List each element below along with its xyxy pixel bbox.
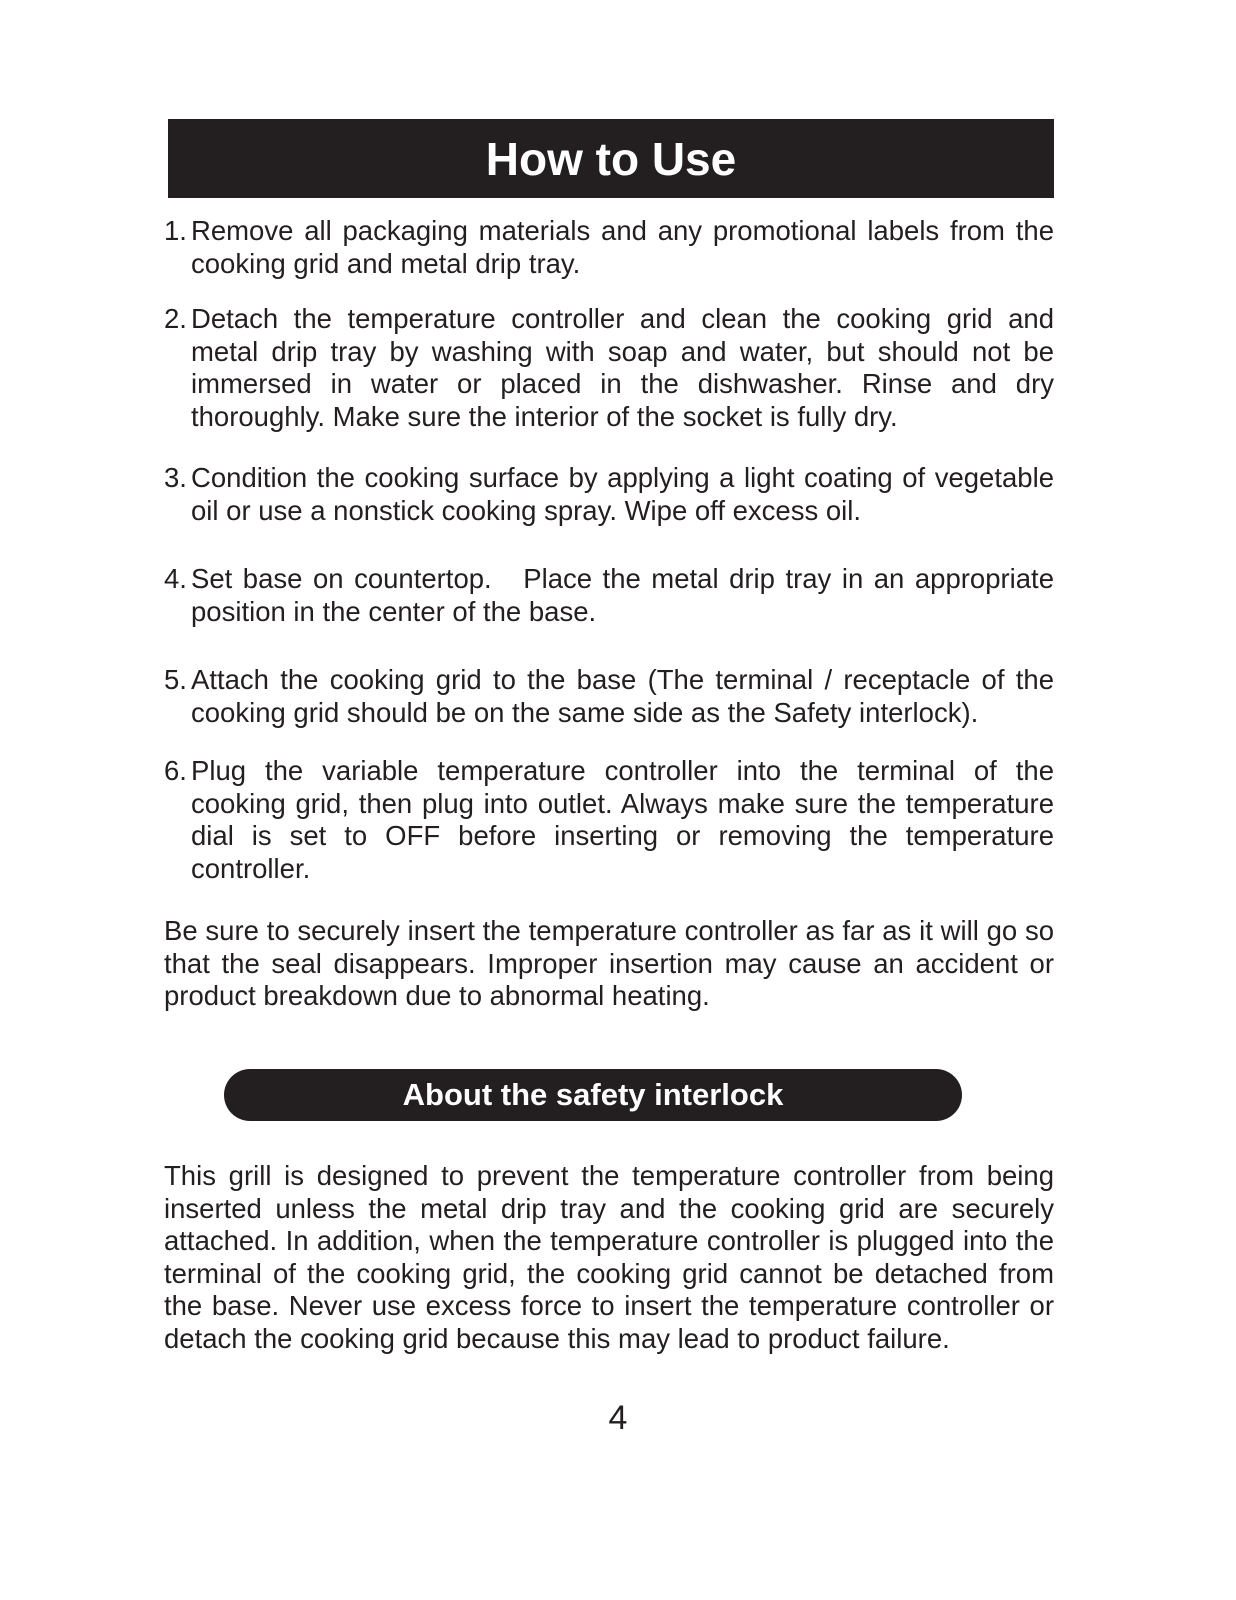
page-title: How to Use — [485, 132, 737, 185]
page-number: 4 — [608, 1399, 628, 1437]
step-text: Detach the temperature controller and clean the cooking grid and metal drip tray by washing with soap and water, but should not be immersed in water or placed in the dishwasher. Rinse and dry thoroughly. Make sure the interior of the socket is fully dry. — [191, 303, 1054, 432]
insertion-warning-paragraph: Be sure to securely insert the temperature controller as far as it will go so that the seal disappears. Improper insertion may cause an accident or product breakdown due to abnormal heating. — [164, 915, 1054, 1011]
step-number: 1. — [164, 215, 187, 246]
step-text: Plug the variable temperature controller into the terminal of the cooking grid, then plug into outlet. Always make sure the temperature dial is set to OFF before inserting or removing the temperature controller. — [191, 755, 1054, 884]
section-title: About the safety interlock — [402, 1077, 784, 1112]
instruction-step-2 — [164, 303, 1054, 433]
instruction-step-6 — [164, 755, 1054, 885]
step-text: Remove all packaging materials and any promotional labels from the cooking grid and metal drip tray. — [191, 215, 1054, 279]
section-header-safety-interlock — [224, 1069, 962, 1121]
step-number: 2. — [164, 303, 187, 334]
step-number: 5. — [164, 664, 187, 695]
step-number: 3. — [164, 462, 187, 493]
step-text: Condition the cooking surface by applying a light coating of vegetable oil or use a nonstick cooking spray. Wipe off excess oil. — [191, 462, 1054, 526]
instruction-step-3 — [164, 462, 1054, 527]
instruction-step-1 — [164, 215, 1054, 280]
instruction-step-4 — [164, 563, 1062, 628]
step-number: 4. — [164, 563, 187, 594]
step-number: 6. — [164, 755, 187, 786]
step-text: Set base on countertop. Place the metal drip tray in an appropriate position in the center of the base. — [191, 563, 1062, 627]
safety-interlock-paragraph: This grill is designed to prevent the temperature controller from being inserted unless the metal drip tray and the cooking grid are securely attached. In addition, when the temperature controller is plugged into the terminal of the cooking grid, the cooking grid cannot be detached from the base. Never use excess force to insert the temperature controller or detach the cooking grid because this may lead to product failure. — [164, 1160, 1054, 1354]
step-text: Attach the cooking grid to the base (The terminal / receptacle of the cooking grid should be on the same side as the Safety interlock). — [191, 664, 1054, 728]
instruction-step-5 — [164, 664, 1054, 729]
section-header-how-to-use — [168, 119, 1054, 198]
